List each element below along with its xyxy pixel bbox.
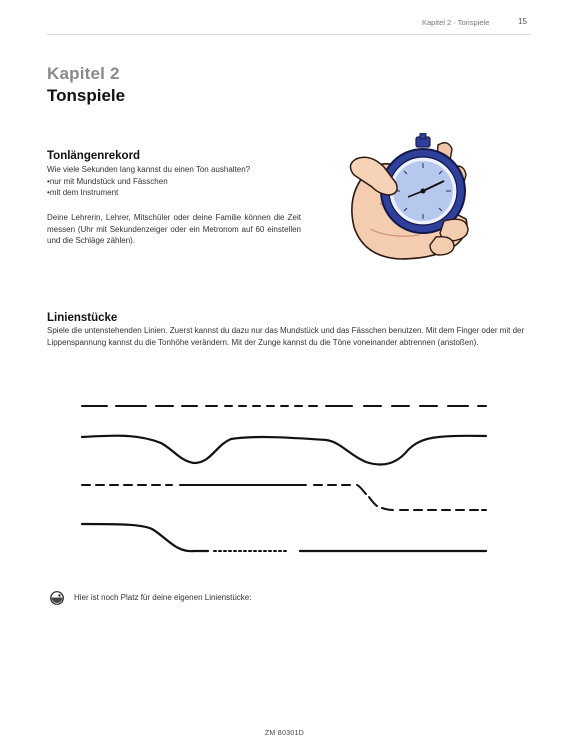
section-title-tonlaengenrekord: Tonlängenrekord [47,150,141,162]
stopwatch-in-hand-icon [340,133,480,263]
footer-code: ZM 80301D [264,730,305,737]
page-number: 15 [518,17,527,26]
section1-question-block [47,164,327,199]
section1-bullet-list [47,176,327,199]
section1-question: Wie viele Sekunden lang kannst du einen Ton aushalten? [47,165,251,174]
line-exercise-3 [82,485,486,510]
chapter-label: Kapitel 2 [47,64,120,83]
note-text: Hier ist noch Platz für deine eigenen Linienstücke: [74,593,252,602]
line-exercises-figure [76,395,494,565]
section2-paragraph: Spiele die untenstehenden Linien. Zuerst kannst du dazu nur das Mundstück und das Fässchen benutzen. Mit dem Finger oder mit der Lippenspannung kannst du die Tonhöhe verändern. Mit der Zunge kannst du die Töne voneinander abtrennen (anstoßen). [47,326,525,347]
list-item: • nur mit Mundstück und Fässchen [47,176,327,188]
header-rule [47,34,530,35]
running-header-chapter: Kapitel 2 · Tonspiele [422,18,490,27]
note-marker-icon [50,591,64,605]
section-title-linienstuecke: Linienstücke [47,312,118,324]
section1-paragraph: Deine Lehrerin, Lehrer, Mitschüler oder deine Familie können die Zeit messen (Uhr mit Sekundenzeiger oder ein Metronom auf 60 einstellen und die Schläge zählen). [47,213,301,245]
list-item: • mit dem Instrument [47,187,327,199]
line-exercise-2 [82,436,486,465]
chapter-title: Tonspiele [47,86,126,105]
line-exercise-4 [82,524,486,551]
